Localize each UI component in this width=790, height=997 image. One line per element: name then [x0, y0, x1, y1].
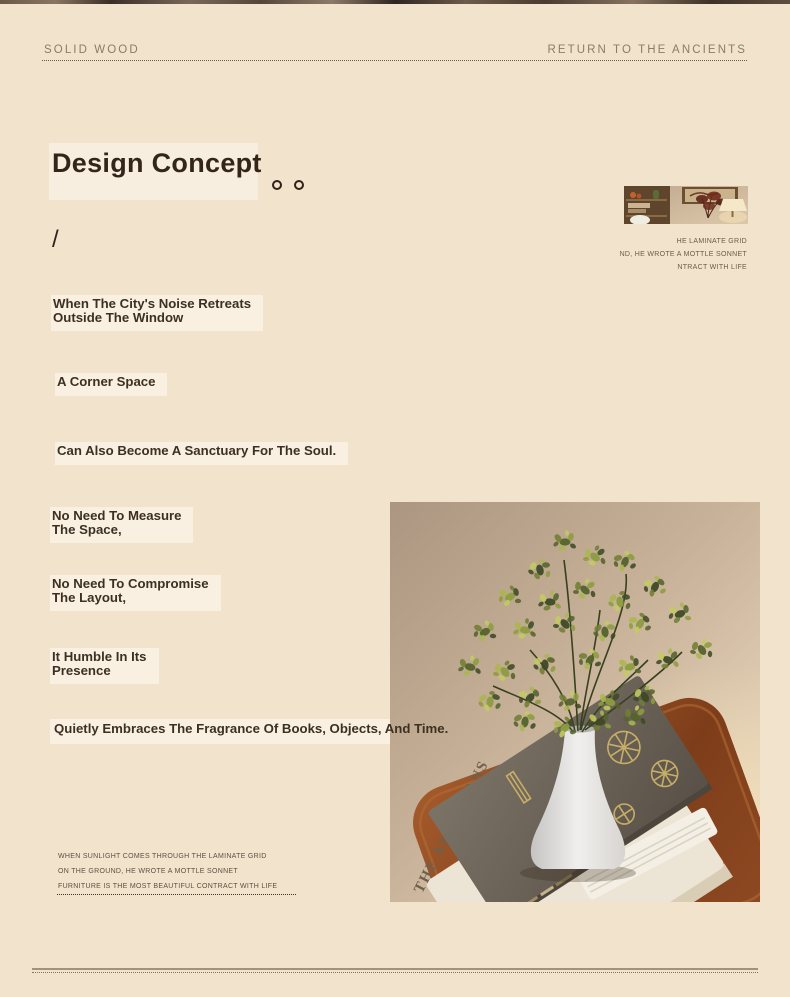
footnote — [58, 849, 277, 894]
main-photo — [390, 502, 760, 902]
page-title: Design Concept — [52, 148, 262, 178]
photo-caption-line: ND, HE WROTE A MOTTLE SONNET — [619, 251, 747, 258]
photo-caption — [620, 235, 747, 274]
photo-caption-line: HE LAMINATE GRID — [676, 238, 747, 245]
page-header — [44, 44, 747, 56]
page-title-highlight — [49, 143, 262, 200]
statement-7: Quietly Embraces The Fragrance Of Books, Objects, And Time. — [54, 721, 449, 736]
statement-2: A Corner Space — [55, 373, 167, 396]
header-left-label: SOLID WOOD — [44, 44, 140, 56]
statement-6: It Humble In Its Presence — [50, 648, 159, 684]
photo-book-cover-title: THE — [411, 856, 442, 896]
header-divider — [42, 60, 747, 61]
footnote-line: FURNITURE IS THE MOST BEAUTIFUL CONTRACT WITH LIFE — [58, 883, 278, 890]
circle-icon — [272, 180, 282, 190]
header-right-label: RETURN TO THE ANCIENTS — [547, 44, 747, 56]
decor-circles — [272, 180, 304, 190]
inset-table-lamp — [719, 199, 747, 223]
inset-photo — [624, 186, 748, 224]
footnote-line: ON THE GROUND, HE WROTE A MOTTLE SONNET — [58, 868, 238, 875]
top-image-edge — [0, 0, 790, 4]
statement-1: When The City's Noise Retreats Outside The Window — [51, 295, 263, 331]
bottom-divider-dotted — [32, 972, 758, 973]
statement-5: No Need To Compromise The Layout, — [50, 575, 221, 611]
bottom-divider-solid — [32, 968, 758, 970]
footnote-line: WHEN SUNLIGHT COMES THROUGH THE LAMINATE GRID — [58, 853, 267, 860]
circle-icon — [294, 180, 304, 190]
statement-4: No Need To Measure The Space, — [50, 507, 193, 543]
photo-caption-line: NTRACT WITH LIFE — [677, 264, 747, 271]
slash-mark: / — [52, 226, 59, 253]
statement-3: Can Also Become A Sanctuary For The Soul. — [55, 442, 348, 465]
footnote-divider — [57, 894, 296, 895]
